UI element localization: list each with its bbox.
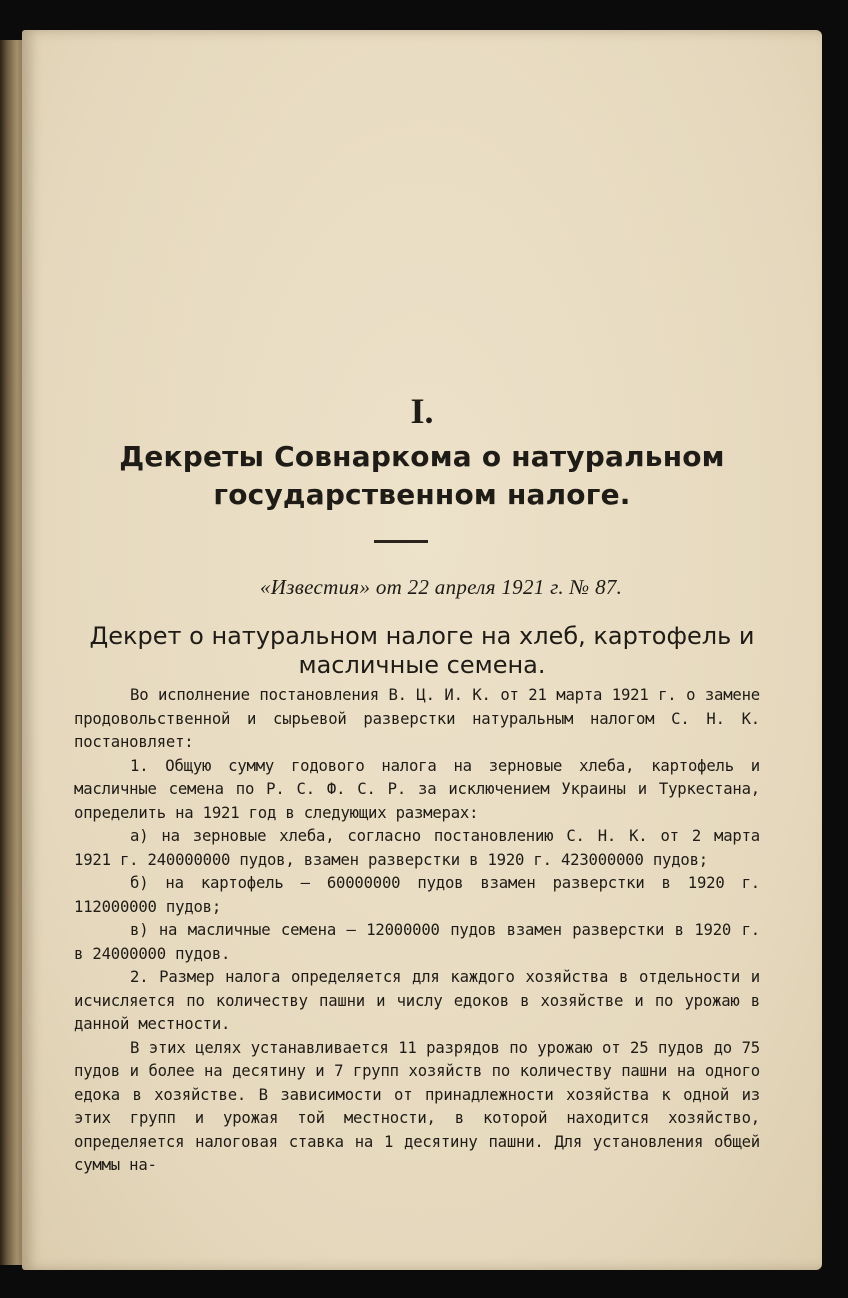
paragraph: 1. Общую сумму годового налога на зерновые хлеба, картофель и масличные семена по Р. С. Ф. С. Р. за исключением Украины и Туркестана, определить на 1921 год в следующих размерах: xyxy=(74,756,760,822)
book-page xyxy=(22,30,822,1270)
section-title: Декреты Совнаркома о натуральном государственном налоге. xyxy=(119,440,725,511)
paragraph: Во исполнение постановления В. Ц. И. К. от 21 марта 1921 г. о замене продовольственной и сырьевой разверстки натуральным налогом С. Н. К. постановляет: xyxy=(74,686,760,751)
section-number: I. xyxy=(410,391,434,431)
paragraph: а) на зерновые хлеба, согласно постановлению С. Н. К. от 2 марта 1921 г. 240000000 пудов, взамен разверстки в 1920 г. 423000000 пудов; xyxy=(74,827,760,869)
page-content xyxy=(22,30,822,1270)
source-citation: «Известия» от 22 апреля 1921 г. № 87. xyxy=(260,575,623,599)
decree-body xyxy=(74,684,760,1178)
paragraph: б) на картофель — 60000000 пудов взамен разверстки в 1920 г. 112000000 пудов; xyxy=(74,874,760,916)
paragraph: в) на масличные семена — 12000000 пудов взамен разверстки в 1920 г. в 24000000 пудов. xyxy=(74,921,760,963)
left-page-edge xyxy=(0,40,24,1265)
paragraph: В этих целях устанавливается 11 разрядов по урожаю от 25 пудов до 75 пудов и более на десятину и 7 групп хозяйств по количеству пашни на одного едока в хозяйстве. В зависимости от принадлежности хозяйства к одной из этих групп и урожая той местности, в которой находится хозяйство, определяется налоговая ставка на 1 десятину пашни. Для установления общей суммы на- xyxy=(74,1038,760,1174)
decree-title: Декрет о натуральном налоге на хлеб, картофель и масличные семена. xyxy=(89,622,755,679)
divider-rule xyxy=(374,540,428,543)
paragraph: 2. Размер налога определяется для каждого хозяйства в отдельности и исчисляется по количеству пашни и числу едоков в хозяйстве и по урожаю в данной местности. xyxy=(74,968,760,1033)
